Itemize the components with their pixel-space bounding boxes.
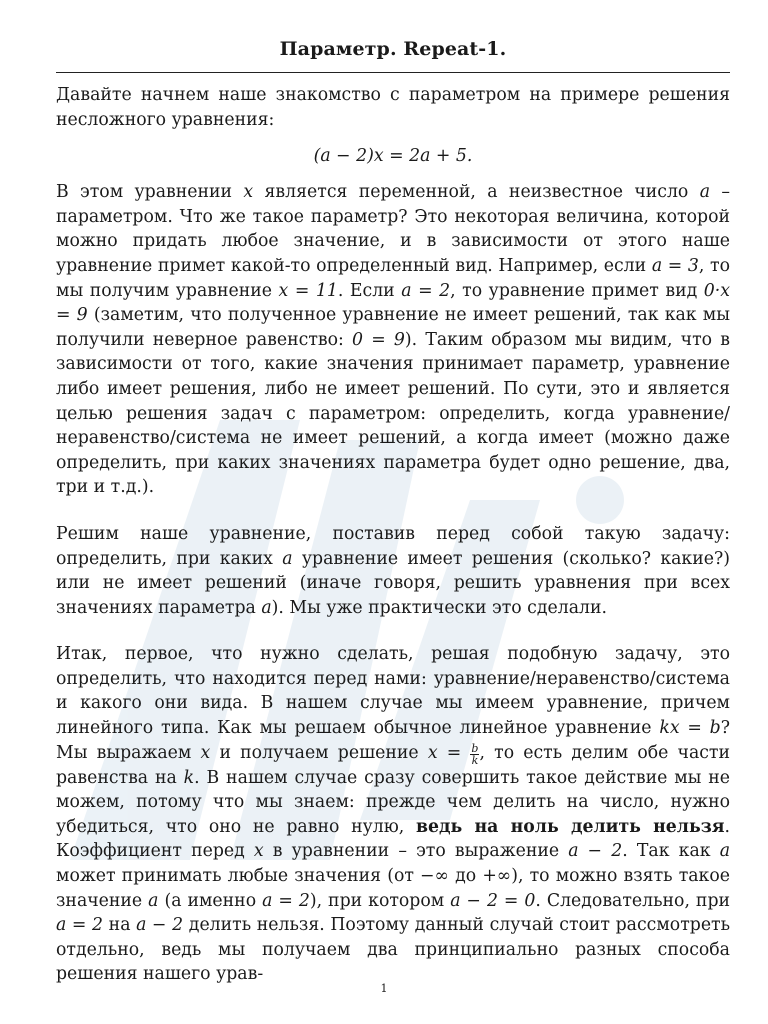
text: (а именно: [158, 890, 263, 911]
text: Решим наше уравнение, поставив перед собой такую задачу: определить, при каких: [56, 523, 730, 569]
document-title: Параметр. Repeat-1.: [279, 38, 507, 60]
text: до: [448, 866, 483, 887]
math: a = 3: [651, 255, 699, 276]
paragraph-parameter-definition: [56, 180, 730, 500]
text: Давайте начнем наше знакомство с параметром на примере решения несложного уравнения:: [56, 85, 730, 130]
text: ), то можно взять такое значение: [56, 866, 730, 911]
math: a = 2: [401, 280, 451, 301]
text: является переменной, а неизвестное число: [253, 182, 700, 203]
text: Итак, первое, что нужно сделать, решая подобную задачу, это определить, что находится перед нами: уравнение/неравенство/система и какого они вида. В нашем случае мы имеем уравнение, причем линейного типа. Как мы решаем обычное линейное уравнение: [56, 644, 730, 739]
math: a = 2: [56, 915, 104, 936]
text: . В нашем случае сразу совершить такое действие мы не можем, потому что мы знаем: прежде чем делить на число, нужно убедиться, что оно не равно нулю,: [56, 767, 731, 837]
document-page: [56, 38, 730, 987]
math: −∞: [420, 866, 449, 887]
equation-main: (a − 2)x = 2a + 5.: [313, 146, 473, 167]
text: ? Мы выражаем: [56, 718, 731, 763]
bold-emphasis: ведь на ноль делить нельзя: [416, 816, 725, 837]
text: . Следовательно, при: [535, 890, 731, 911]
math: a: [282, 548, 293, 569]
text: ). Таким образом мы видим, что в зависимости от того, какие значения принимает параметр, уравнение либо имеет решения, либо не имеет решений. По сути, это и является целью решения задач с параметром: определить, когда уравнение/неравенство/система не имеет решений, а когда имеет (можно даже определить, при каких значениях параметра будет одно решение, два, три и т.д.).: [56, 329, 730, 498]
math: x =: [427, 742, 471, 763]
text: делить нельзя. Поэтому данный случай стоит рассмотреть отдельно, ведь мы получаем два принципиально разных способа решения нашего урав-: [56, 915, 731, 985]
math: x: [200, 742, 211, 763]
paragraph-solution: [56, 642, 730, 987]
text: уравнение имеет решения (сколько? какие?) или не имеет решений (иначе говоря, решить уравнения при всех значениях параметра: [56, 548, 730, 618]
text: ), при котором: [309, 890, 451, 911]
text: , то мы получим уравнение: [56, 255, 731, 301]
math: x: [253, 841, 264, 862]
fraction-numerator: b: [471, 741, 479, 755]
math: kx = b: [659, 718, 721, 739]
text: , то уравнение примет вид: [450, 280, 704, 301]
text: на: [103, 915, 137, 936]
math: 0 = 9: [352, 329, 405, 350]
fraction-denominator: k: [471, 753, 479, 767]
math: x = 11: [278, 280, 338, 301]
paragraph-task: [56, 522, 730, 620]
title-rule: [56, 72, 730, 73]
paragraph-intro: [56, 83, 730, 132]
math: a − 2: [136, 915, 184, 936]
math: x: [243, 182, 254, 203]
text: ). Мы уже практически это сделали.: [271, 597, 607, 618]
math: +∞: [482, 866, 512, 887]
text: . Если: [337, 280, 402, 301]
math: a − 2 = 0: [450, 890, 536, 911]
text: в уравнении – это выражение: [263, 841, 569, 862]
text: (заметим, что полученное уравнение не имеет решений, так как мы получили неверное равенство:: [56, 305, 731, 350]
math: a = 2: [262, 890, 310, 911]
math: a − 2: [568, 841, 623, 862]
text: – параметром. Что же такое параметр? Это некоторая величина, которой можно придать любое значение, и в зависимости от этого наше уравнение примет какой-то определенный вид. Например, если: [56, 182, 730, 276]
text: и получаем решение: [210, 742, 428, 763]
math: a: [719, 841, 730, 862]
text: . Коэффициент перед: [56, 816, 731, 862]
math: a: [261, 597, 272, 618]
math: 0·x = 9: [56, 280, 730, 326]
math: a: [148, 890, 159, 911]
page-number: 1: [380, 982, 388, 995]
math: a: [699, 182, 710, 203]
text: . Так как: [622, 841, 720, 862]
text: В этом уравнении: [56, 182, 244, 203]
text: может принимать любые значения (от: [56, 866, 421, 887]
text: , то есть делим обе части равенства на: [56, 742, 731, 788]
math: k: [183, 767, 195, 788]
